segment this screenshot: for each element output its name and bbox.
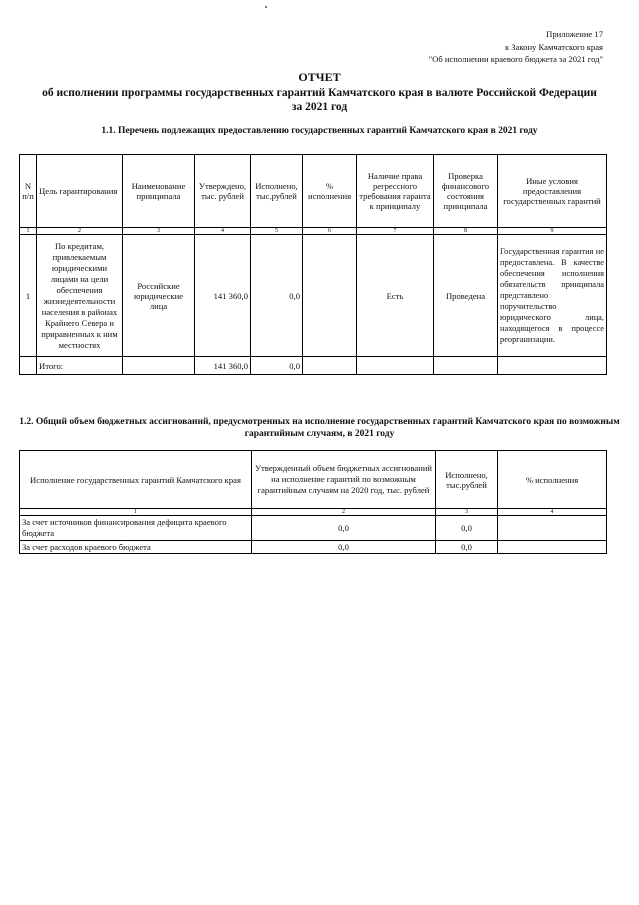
col-number: 1 bbox=[20, 509, 252, 516]
total-empty bbox=[357, 357, 434, 375]
appendix-line-1: Приложение 17 bbox=[546, 29, 603, 39]
row-percent bbox=[498, 541, 607, 554]
report-subtitle bbox=[0, 86, 639, 114]
report-title: ОТЧЕТ bbox=[298, 70, 341, 84]
row-executed: 0,0 bbox=[436, 516, 498, 541]
col-number: 1 bbox=[20, 228, 37, 235]
total-approved: 141 360,0 bbox=[195, 357, 251, 375]
section-1-heading: 1.1. Перечень подлежащих предоставлению государственных гарантий Камчатского края в 2021 году bbox=[101, 126, 538, 136]
total-empty bbox=[303, 357, 357, 375]
appendix-note bbox=[303, 28, 603, 66]
row-principal: Российские юридические лица bbox=[123, 235, 195, 357]
col-number: 3 bbox=[436, 509, 498, 516]
header-approved-volume: Утвержденный объем бюджетных ассигнований на исполнение гарантий по возможным гарантийным случаям на 2020 год, тыс. рублей bbox=[252, 451, 436, 509]
col-number: 4 bbox=[498, 509, 607, 516]
col-number: 7 bbox=[357, 228, 434, 235]
header-goal: Цель гарантирования bbox=[37, 155, 123, 228]
row-label: За счет источников финансирования дефицита краевого бюджета bbox=[20, 516, 252, 541]
col-number: 6 bbox=[303, 228, 357, 235]
total-empty bbox=[498, 357, 607, 375]
row-num: 1 bbox=[20, 235, 37, 357]
report-subtitle-line-2: за 2021 год bbox=[291, 101, 348, 113]
header-executed: Исполнено, тыс.рублей bbox=[436, 451, 498, 509]
appendix-line-3: "Об исполнении краевого бюджета за 2021 год" bbox=[428, 54, 603, 64]
column-number-row bbox=[20, 509, 607, 516]
total-label: Итого: bbox=[37, 357, 123, 375]
row-other-conditions: Государственная гарантия не предоставлена. В качестве обеспечения исполнения обязательств принципала представлено поручительство юридического лица, находящегося в процессе реорганизации. bbox=[498, 235, 607, 357]
header-principal: Наименование принципала bbox=[123, 155, 195, 228]
header-executed: Исполнено, тыс.рублей bbox=[251, 155, 303, 228]
header-regress: Наличие права регрессного требования гаранта к принципалу bbox=[357, 155, 434, 228]
scan-speck bbox=[265, 6, 267, 8]
col-number: 9 bbox=[498, 228, 607, 235]
section-2-heading: 1.2. Общий объем бюджетных ассигнований, предусмотренных на исполнение государственных гарантий Камчатского края по возможным гарантийным случаям, в 2021 году bbox=[19, 417, 620, 439]
col-number: 2 bbox=[37, 228, 123, 235]
total-empty bbox=[20, 357, 37, 375]
header-percent: % исполнения bbox=[303, 155, 357, 228]
header-num: N п/п bbox=[20, 155, 37, 228]
col-number: 8 bbox=[434, 228, 498, 235]
total-row bbox=[20, 357, 607, 375]
table-header-row bbox=[20, 451, 607, 509]
header-percent: % исполнения bbox=[498, 451, 607, 509]
appendix-line-2: к Закону Камчатского края bbox=[504, 41, 603, 52]
allocations-table bbox=[19, 450, 607, 554]
col-number: 4 bbox=[195, 228, 251, 235]
row-check: Проведена bbox=[434, 235, 498, 357]
header-other: Иные условия предоставления государственных гарантий bbox=[498, 155, 607, 228]
row-approved: 0,0 bbox=[252, 541, 436, 554]
header-approved: Утверждено, тыс. рублей bbox=[195, 155, 251, 228]
table-row bbox=[20, 235, 607, 357]
row-approved: 0,0 bbox=[252, 516, 436, 541]
row-label: За счет расходов краевого бюджета bbox=[20, 541, 252, 554]
total-empty bbox=[123, 357, 195, 375]
report-subtitle-line-1: об исполнении программы государственных гарантий Камчатского края в валюте Российской Федерации bbox=[42, 87, 597, 99]
guarantees-list-table bbox=[19, 154, 607, 375]
header-execution: Исполнение государственных гарантий Камчатского края bbox=[20, 451, 252, 509]
row-percent bbox=[498, 516, 607, 541]
row-executed: 0,0 bbox=[251, 235, 303, 357]
col-number: 2 bbox=[252, 509, 436, 516]
table-header-row bbox=[20, 155, 607, 228]
table-row bbox=[20, 516, 607, 541]
total-executed: 0,0 bbox=[251, 357, 303, 375]
row-regress: Есть bbox=[357, 235, 434, 357]
row-percent bbox=[303, 235, 357, 357]
col-number: 5 bbox=[251, 228, 303, 235]
column-number-row bbox=[20, 228, 607, 235]
col-number: 3 bbox=[123, 228, 195, 235]
row-goal: По кредитам, привлекаемым юридическими лицами на цели обеспечения жизнедеятельности населения в районах Крайнего Севера и приравненных к ним местностях bbox=[37, 235, 123, 357]
row-approved: 141 360,0 bbox=[195, 235, 251, 357]
total-empty bbox=[434, 357, 498, 375]
row-executed: 0,0 bbox=[436, 541, 498, 554]
header-check: Проверка финансового состояния принципала bbox=[434, 155, 498, 228]
table-row bbox=[20, 541, 607, 554]
